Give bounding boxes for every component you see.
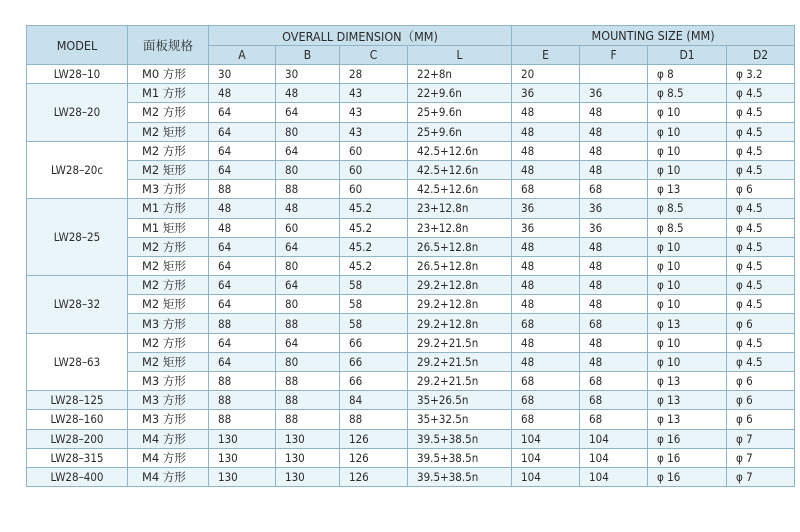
panel-spec-cell: M4 方形 — [128, 448, 209, 467]
e-cell: 36 — [512, 84, 580, 103]
table-row — [27, 448, 795, 467]
f-cell: 36 — [580, 199, 648, 218]
c-cell: 43 — [340, 84, 408, 103]
c-cell: 45.2 — [340, 218, 408, 237]
f-cell: 48 — [580, 256, 648, 275]
e-cell: 68 — [512, 372, 580, 391]
a-cell: 48 — [209, 84, 276, 103]
d1-cell: φ 13 — [648, 314, 727, 333]
d1-cell: φ 10 — [648, 103, 727, 122]
b-cell: 88 — [276, 180, 340, 199]
table-row — [27, 103, 795, 122]
a-cell: 64 — [209, 237, 276, 256]
table-row — [27, 84, 795, 103]
d2-cell: φ 6 — [727, 391, 795, 410]
b-cell: 80 — [276, 160, 340, 179]
header-col-e: E — [512, 46, 580, 65]
l-cell: 42.5+12.6n — [408, 141, 512, 160]
d2-cell: φ 6 — [727, 410, 795, 429]
f-cell: 48 — [580, 333, 648, 352]
c-cell: 45.2 — [340, 256, 408, 275]
l-cell: 42.5+12.6n — [408, 180, 512, 199]
b-cell: 48 — [276, 84, 340, 103]
b-cell: 130 — [276, 429, 340, 448]
d2-cell: φ 6 — [727, 314, 795, 333]
header-panel-spec: 面板规格 — [128, 26, 209, 65]
d2-cell: φ 4.5 — [727, 199, 795, 218]
a-cell: 88 — [209, 372, 276, 391]
f-cell: 36 — [580, 218, 648, 237]
panel-spec-cell: M4 方形 — [128, 467, 209, 486]
c-cell: 126 — [340, 448, 408, 467]
model-cell: LW28–400 — [27, 467, 128, 486]
header-col-d1: D1 — [648, 46, 727, 65]
table-row — [27, 160, 795, 179]
c-cell: 126 — [340, 429, 408, 448]
c-cell: 58 — [340, 276, 408, 295]
d1-cell: φ 10 — [648, 160, 727, 179]
e-cell: 48 — [512, 256, 580, 275]
f-cell: 104 — [580, 429, 648, 448]
b-cell: 30 — [276, 65, 340, 84]
d2-cell: φ 4.5 — [727, 295, 795, 314]
l-cell: 35+32.5n — [408, 410, 512, 429]
b-cell: 80 — [276, 295, 340, 314]
d1-cell: φ 8 — [648, 65, 727, 84]
a-cell: 130 — [209, 467, 276, 486]
panel-spec-cell: M0 方形 — [128, 65, 209, 84]
c-cell: 45.2 — [340, 199, 408, 218]
table-row — [27, 122, 795, 141]
panel-spec-cell: M2 矩形 — [128, 295, 209, 314]
b-cell: 88 — [276, 314, 340, 333]
d1-cell: φ 13 — [648, 372, 727, 391]
model-cell: LW28–63 — [27, 333, 128, 391]
c-cell: 58 — [340, 314, 408, 333]
table-row — [27, 352, 795, 371]
table-row — [27, 141, 795, 160]
b-cell: 64 — [276, 103, 340, 122]
b-cell: 80 — [276, 122, 340, 141]
a-cell: 88 — [209, 410, 276, 429]
e-cell: 68 — [512, 391, 580, 410]
header-col-f: F — [580, 46, 648, 65]
panel-spec-cell: M3 方形 — [128, 410, 209, 429]
model-cell: LW28–125 — [27, 391, 128, 410]
dimension-table — [26, 25, 795, 487]
c-cell: 43 — [340, 103, 408, 122]
b-cell: 64 — [276, 333, 340, 352]
d2-cell: φ 7 — [727, 429, 795, 448]
d1-cell: φ 8.5 — [648, 84, 727, 103]
header-model: MODEL — [27, 26, 128, 65]
d1-cell: φ 8.5 — [648, 218, 727, 237]
d2-cell: φ 4.5 — [727, 84, 795, 103]
c-cell: 45.2 — [340, 237, 408, 256]
l-cell: 39.5+38.5n — [408, 448, 512, 467]
l-cell: 29.2+12.8n — [408, 276, 512, 295]
header-overall-dimension: OVERALL DIMENSION（MM) — [209, 26, 512, 46]
d1-cell: φ 10 — [648, 237, 727, 256]
l-cell: 29.2+12.8n — [408, 295, 512, 314]
l-cell: 26.5+12.8n — [408, 237, 512, 256]
c-cell: 60 — [340, 160, 408, 179]
c-cell: 66 — [340, 352, 408, 371]
a-cell: 88 — [209, 314, 276, 333]
a-cell: 130 — [209, 448, 276, 467]
model-cell: LW28–20 — [27, 84, 128, 142]
panel-spec-cell: M1 方形 — [128, 84, 209, 103]
table-row — [27, 467, 795, 486]
c-cell: 60 — [340, 180, 408, 199]
d1-cell: φ 16 — [648, 429, 727, 448]
d2-cell: φ 4.5 — [727, 256, 795, 275]
e-cell: 48 — [512, 276, 580, 295]
e-cell: 104 — [512, 448, 580, 467]
panel-spec-cell: M3 方形 — [128, 314, 209, 333]
l-cell: 29.2+21.5n — [408, 372, 512, 391]
l-cell: 35+26.5n — [408, 391, 512, 410]
d1-cell: φ 16 — [648, 448, 727, 467]
l-cell: 22+8n — [408, 65, 512, 84]
panel-spec-cell: M4 方形 — [128, 429, 209, 448]
d1-cell: φ 10 — [648, 295, 727, 314]
e-cell: 104 — [512, 429, 580, 448]
model-cell: LW28–200 — [27, 429, 128, 448]
e-cell: 48 — [512, 237, 580, 256]
table-row — [27, 218, 795, 237]
l-cell: 29.2+21.5n — [408, 333, 512, 352]
panel-spec-cell: M3 方形 — [128, 391, 209, 410]
a-cell: 64 — [209, 256, 276, 275]
d1-cell: φ 13 — [648, 410, 727, 429]
l-cell: 22+9.6n — [408, 84, 512, 103]
d1-cell: φ 10 — [648, 352, 727, 371]
e-cell: 48 — [512, 160, 580, 179]
f-cell: 104 — [580, 467, 648, 486]
d1-cell: φ 13 — [648, 180, 727, 199]
header-col-d2: D2 — [727, 46, 795, 65]
c-cell: 126 — [340, 467, 408, 486]
e-cell: 20 — [512, 65, 580, 84]
table-row — [27, 391, 795, 410]
a-cell: 64 — [209, 141, 276, 160]
d1-cell: φ 13 — [648, 391, 727, 410]
d2-cell: φ 4.5 — [727, 333, 795, 352]
table-body — [27, 65, 795, 487]
e-cell: 48 — [512, 122, 580, 141]
a-cell: 64 — [209, 276, 276, 295]
panel-spec-cell: M2 矩形 — [128, 352, 209, 371]
table-row — [27, 180, 795, 199]
l-cell: 39.5+38.5n — [408, 429, 512, 448]
b-cell: 130 — [276, 448, 340, 467]
d2-cell: φ 7 — [727, 467, 795, 486]
c-cell: 60 — [340, 141, 408, 160]
panel-spec-cell: M2 方形 — [128, 333, 209, 352]
a-cell: 64 — [209, 333, 276, 352]
model-cell: LW28–25 — [27, 199, 128, 276]
c-cell: 58 — [340, 295, 408, 314]
l-cell: 39.5+38.5n — [408, 467, 512, 486]
d1-cell: φ 10 — [648, 122, 727, 141]
f-cell: 68 — [580, 391, 648, 410]
a-cell: 64 — [209, 295, 276, 314]
table-row — [27, 237, 795, 256]
panel-spec-cell: M1 矩形 — [128, 218, 209, 237]
b-cell: 48 — [276, 199, 340, 218]
d1-cell: φ 8.5 — [648, 199, 727, 218]
e-cell: 36 — [512, 218, 580, 237]
panel-spec-cell: M3 方形 — [128, 372, 209, 391]
a-cell: 30 — [209, 65, 276, 84]
panel-spec-cell: M1 方形 — [128, 199, 209, 218]
e-cell: 48 — [512, 295, 580, 314]
d1-cell: φ 10 — [648, 276, 727, 295]
e-cell: 48 — [512, 333, 580, 352]
d1-cell: φ 10 — [648, 256, 727, 275]
a-cell: 48 — [209, 199, 276, 218]
table-row — [27, 333, 795, 352]
table-row — [27, 314, 795, 333]
panel-spec-cell: M2 矩形 — [128, 122, 209, 141]
l-cell: 23+12.8n — [408, 199, 512, 218]
a-cell: 64 — [209, 103, 276, 122]
model-cell: LW28–160 — [27, 410, 128, 429]
a-cell: 64 — [209, 122, 276, 141]
header-mounting-size: MOUNTING SIZE (MM) — [512, 26, 795, 46]
panel-spec-cell: M3 方形 — [128, 180, 209, 199]
l-cell: 29.2+21.5n — [408, 352, 512, 371]
b-cell: 88 — [276, 372, 340, 391]
d2-cell: φ 6 — [727, 180, 795, 199]
d2-cell: φ 4.5 — [727, 352, 795, 371]
table-row — [27, 295, 795, 314]
f-cell: 68 — [580, 410, 648, 429]
l-cell: 23+12.8n — [408, 218, 512, 237]
d2-cell: φ 4.5 — [727, 160, 795, 179]
l-cell: 29.2+12.8n — [408, 314, 512, 333]
f-cell: 48 — [580, 295, 648, 314]
e-cell: 68 — [512, 180, 580, 199]
f-cell: 48 — [580, 103, 648, 122]
header-col-l: L — [408, 46, 512, 65]
d1-cell: φ 10 — [648, 333, 727, 352]
panel-spec-cell: M2 方形 — [128, 103, 209, 122]
d2-cell: φ 4.5 — [727, 141, 795, 160]
model-cell: LW28–315 — [27, 448, 128, 467]
panel-spec-cell: M2 方形 — [128, 237, 209, 256]
table-row — [27, 429, 795, 448]
header-col-c: C — [340, 46, 408, 65]
b-cell: 60 — [276, 218, 340, 237]
a-cell: 64 — [209, 352, 276, 371]
f-cell: 68 — [580, 314, 648, 333]
panel-spec-cell: M2 矩形 — [128, 256, 209, 275]
a-cell: 130 — [209, 429, 276, 448]
header-col-b: B — [276, 46, 340, 65]
table-row — [27, 199, 795, 218]
panel-spec-cell: M2 方形 — [128, 276, 209, 295]
panel-spec-cell: M2 矩形 — [128, 160, 209, 179]
e-cell: 68 — [512, 410, 580, 429]
b-cell: 64 — [276, 237, 340, 256]
b-cell: 88 — [276, 410, 340, 429]
b-cell: 64 — [276, 276, 340, 295]
d2-cell: φ 4.5 — [727, 218, 795, 237]
f-cell: 48 — [580, 276, 648, 295]
table-row — [27, 410, 795, 429]
e-cell: 48 — [512, 141, 580, 160]
f-cell: 48 — [580, 352, 648, 371]
a-cell: 88 — [209, 391, 276, 410]
d1-cell: φ 16 — [648, 467, 727, 486]
l-cell: 26.5+12.8n — [408, 256, 512, 275]
f-cell: 48 — [580, 237, 648, 256]
e-cell: 36 — [512, 199, 580, 218]
table-row — [27, 65, 795, 84]
model-cell: LW28–10 — [27, 65, 128, 84]
table-row — [27, 372, 795, 391]
f-cell: 48 — [580, 160, 648, 179]
c-cell: 28 — [340, 65, 408, 84]
e-cell: 104 — [512, 467, 580, 486]
d2-cell: φ 3.2 — [727, 65, 795, 84]
table-row — [27, 276, 795, 295]
e-cell: 68 — [512, 314, 580, 333]
e-cell: 48 — [512, 103, 580, 122]
a-cell: 64 — [209, 160, 276, 179]
b-cell: 80 — [276, 256, 340, 275]
d2-cell: φ 7 — [727, 448, 795, 467]
c-cell: 66 — [340, 333, 408, 352]
c-cell: 66 — [340, 372, 408, 391]
f-cell — [580, 65, 648, 84]
d2-cell: φ 4.5 — [727, 103, 795, 122]
d2-cell: φ 6 — [727, 372, 795, 391]
f-cell: 68 — [580, 372, 648, 391]
b-cell: 80 — [276, 352, 340, 371]
model-cell: LW28–20c — [27, 141, 128, 199]
c-cell: 88 — [340, 410, 408, 429]
d1-cell: φ 10 — [648, 141, 727, 160]
table-row — [27, 256, 795, 275]
header-col-a: A — [209, 46, 276, 65]
c-cell: 43 — [340, 122, 408, 141]
f-cell: 68 — [580, 180, 648, 199]
b-cell: 64 — [276, 141, 340, 160]
d2-cell: φ 4.5 — [727, 237, 795, 256]
d2-cell: φ 4.5 — [727, 276, 795, 295]
l-cell: 25+9.6n — [408, 122, 512, 141]
l-cell: 25+9.6n — [408, 103, 512, 122]
f-cell: 104 — [580, 448, 648, 467]
model-cell: LW28–32 — [27, 276, 128, 334]
b-cell: 88 — [276, 391, 340, 410]
d2-cell: φ 4.5 — [727, 122, 795, 141]
f-cell: 36 — [580, 84, 648, 103]
c-cell: 84 — [340, 391, 408, 410]
f-cell: 48 — [580, 141, 648, 160]
a-cell: 48 — [209, 218, 276, 237]
b-cell: 130 — [276, 467, 340, 486]
l-cell: 42.5+12.6n — [408, 160, 512, 179]
e-cell: 48 — [512, 352, 580, 371]
a-cell: 88 — [209, 180, 276, 199]
panel-spec-cell: M2 方形 — [128, 141, 209, 160]
f-cell: 48 — [580, 122, 648, 141]
